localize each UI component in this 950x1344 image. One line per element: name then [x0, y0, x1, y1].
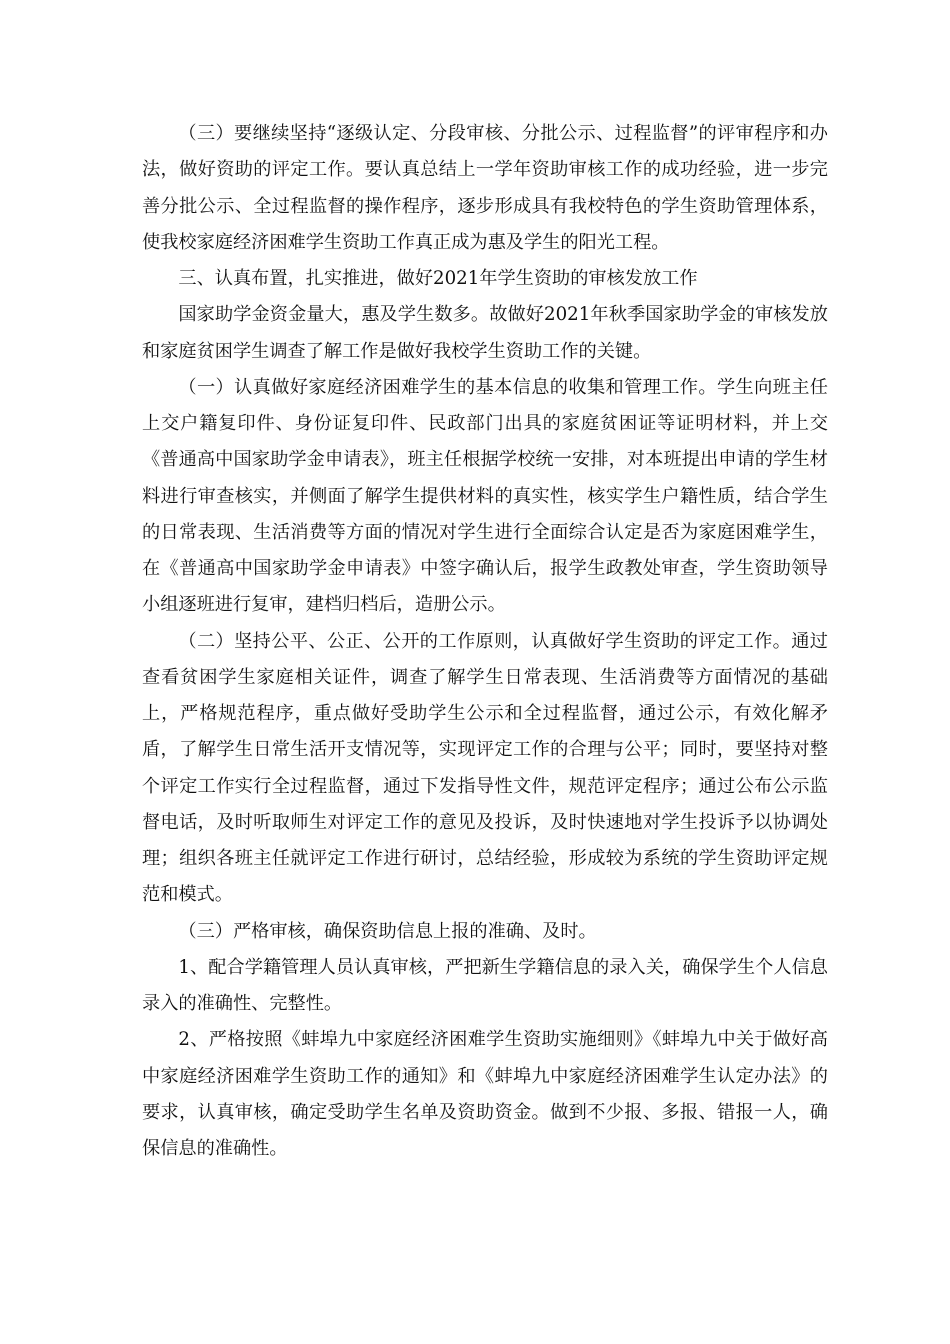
paragraph-info-collection: （一）认真做好家庭经济困难学生的基本信息的收集和管理工作。学生向班主任上交户籍复印件、身份证复印件、民政部门出具的家庭贫困证等证明材料，并上交《普通高中国家助学金申请表》，班主任根据学校统一安排，对本班提出申请的学生材料进行审查核实，并侧面了解学生提供材料的真实性，核实学生户籍性质，结合学生的日常表现、生活消费等方面的情况对学生进行全面综合认定是否为家庭困难学生，在《普通高中国家助学金申请表》中签字确认后，报学生政教处审查，学生资助领导小组逐班进行复审，建档归档后，造册公示。: [142, 376, 828, 616]
section-heading-three: 三、认真布置，扎实推进，做好2021年学生资助的审核发放工作: [178, 268, 698, 289]
paragraph-review-procedure: （三）要继续坚持“逐级认定、分段审核、分批公示、过程监督”的评审程序和办法，做好资助的评定工作。要认真总结上一学年资助审核工作的成功经验，进一步完善分批公示、全过程监督的操作程序，逐步形成具有我校特色的学生资助管理体系，使我校家庭经济困难学生资助工作真正成为惠及学生的阳光工程。: [142, 123, 828, 253]
paragraph-strict-review: （三）严格审核，确保资助信息上报的准确、及时。: [178, 920, 597, 942]
paragraph-national-grant: 国家助学金资金量大，惠及学生数多。故做好2021年秋季国家助学金的审核发放和家庭贫困学生调查了解工作是做好我校学生资助工作的关键。: [142, 304, 828, 362]
list-item-one: 1、配合学籍管理人员认真审核，严把新生学籍信息的录入关，确保学生个人信息录入的准确性、完整性。: [142, 956, 828, 1014]
paragraph-fair-evaluation: （二）坚持公平、公正、公开的工作原则，认真做好学生资助的评定工作。通过查看贫困学生家庭相关证件，调查了解学生日常表现、生活消费等方面情况的基础上，严格规范程序，重点做好受助学生公示和全过程监督，通过公示，有效化解矛盾，了解学生日常生活开支情况等，实现评定工作的合理与公平；同时，要坚持对整个评定工作实行全过程监督，通过下发指导性文件，规范评定程序；通过公布公示监督电话，及时听取师生对评定工作的意见及投诉，及时快速地对学生投诉予以协调处理；组织各班主任就评定工作进行研讨，总结经验，形成较为系统的学生资助评定规范和模式。: [142, 630, 828, 906]
document-body: [142, 116, 828, 1167]
list-item-two: 2、严格按照《蚌埠九中家庭经济困难学生资助实施细则》《蚌埠九中关于做好高中家庭经济困难学生资助工作的通知》和《蚌埠九中家庭经济困难学生认定办法》的要求，认真审核，确定受助学生名单及资助资金。做到不少报、多报、错报一人，确保信息的准确性。: [142, 1029, 828, 1159]
